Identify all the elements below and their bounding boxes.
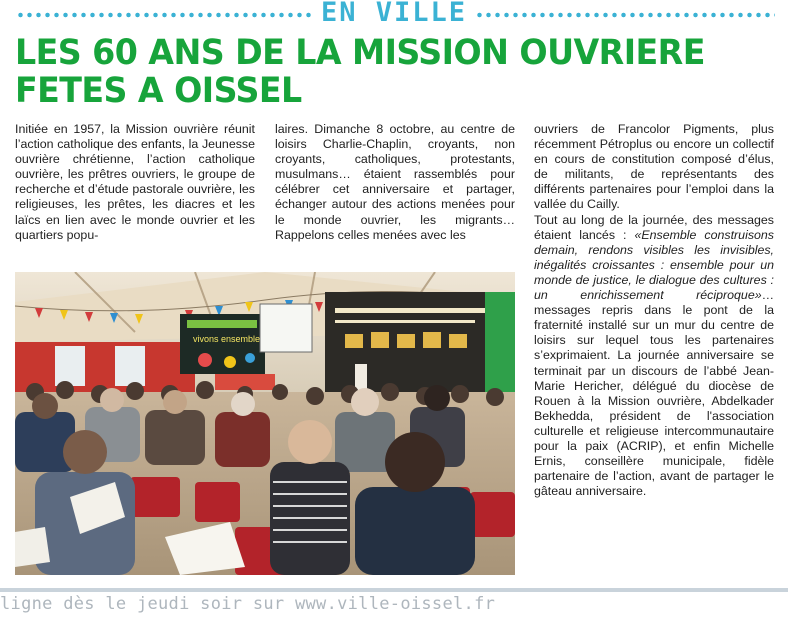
stage-banner-text: vivons ensemble [193, 334, 261, 344]
dotted-rule-right [475, 12, 775, 18]
headline-line-1: LES 60 ANS DE LA MISSION OUVRIERE [15, 33, 705, 73]
quoted-messages: «Ensemble construisons demain, rendons visibles les invisibles, inégalités croissantes : ensemble pour un monde de justice, le dialogue des cultures : un enrichissement réciproque» [534, 227, 774, 303]
headline-line-2: FETES A OISSEL [15, 71, 302, 111]
article-paragraph: ouvriers de Francolor Pigments, plus récemment Pétroplus ou encore un collectif en cours de constitution composé d’élus, de militants, de représentants des différents partenaires pour l’emploi dans la vallée du Cailly. [534, 122, 774, 212]
article-column-3 [534, 122, 774, 499]
section-tag: EN VILLE [320, 0, 468, 28]
paragraph-end: … messages repris dans le pont de la fraternité installé sur un mur du centre de loisirs sur lequel tous les partenaires s’exprimaient. La journée anniversaire se terminait par un discours de l’abbé Jean-Marie Hericher, délégué du diocèse de Rouen à la Mission ouvrière, Abdelkader Bekhedda, président de l'association culturelle et religieuse intercommunautaire pour la paix (ACRIP), et enfin Michelle Ernis, conseillère municipale, fidèle partenaire de l’action, avant de partager le gâteau anniversaire. [534, 288, 774, 499]
headline [15, 34, 747, 110]
paragraph-start: Tout au long de la journée, des messages étaient lancés : [534, 212, 774, 242]
footer-text: ligne dès le jeudi soir sur www.ville-oissel.fr [0, 594, 496, 614]
article-paragraph [534, 213, 774, 500]
article-column-2 [275, 122, 515, 243]
event-photo [15, 272, 515, 575]
dotted-rule-left [16, 12, 312, 18]
event-photo-illustration [15, 272, 515, 575]
article-column-1 [15, 122, 255, 243]
article-paragraph: laires. Dimanche 8 octobre, au centre de loisirs Charlie-Chaplin, croyants, non croyants, catholiques, protestants, musulmans… étaient rassemblés pour célébrer cet anniversaire et partager, échanger autour des actions menées pour le monde ouvrier, les migrants… Rappelons celles menées avec les [275, 122, 515, 242]
article-paragraph: Initiée en 1957, la Mission ouvrière réunit l’action catholique des enfants, la Jeunesse ouvrière chrétienne, l’action catholique ouvrière, les prêtres ouvriers, le groupe de recherche et d’étude pastorale ouvrière, les religieuses, les prêtes, les diacres et les laïcs en lien avec le monde ouvrier et les quartiers popu- [15, 122, 255, 242]
